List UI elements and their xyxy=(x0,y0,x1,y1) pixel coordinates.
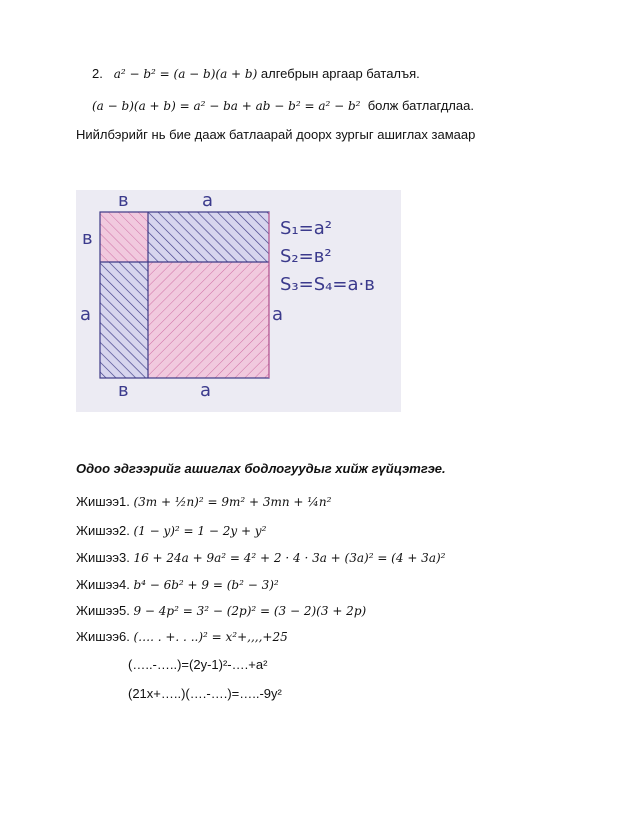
example-2 xyxy=(76,523,266,538)
squares-figure xyxy=(76,190,401,412)
example-1 xyxy=(76,494,331,509)
proof-text: болж батлагдлаа. xyxy=(367,98,474,113)
proof-math: (a − b)(a + b) = a² − ba + ab − b² = a² − b² xyxy=(92,99,361,113)
example-6 xyxy=(76,629,288,644)
example-label: Жишээ3. xyxy=(76,550,130,565)
exercise-line-1: (…..-…..)=(2y-1)²-….+a² xyxy=(128,657,268,672)
example-expr: (…. . +. . ..)² = x²+,,,,+25 xyxy=(133,630,288,644)
formula-s2: S₂=в² xyxy=(280,246,332,267)
intro-text: Нийлбэрийг нь бие дааж батлаарай доорх зургыг ашиглах замаар xyxy=(76,127,476,142)
example-3 xyxy=(76,550,445,565)
section-heading: Одоо эдгээрийг ашиглах бодлогуудыг хийж гүйцэтгэе. xyxy=(76,461,446,476)
example-expr: 9 − 4p² = 3² − (2p)² = (3 − 2)(3 + 2p) xyxy=(133,604,367,618)
figure-svg xyxy=(76,190,401,412)
example-label: Жишээ2. xyxy=(76,523,130,538)
statement-math: a² − b² = (a − b)(a + b) xyxy=(113,67,258,81)
left-label-a: a xyxy=(80,304,92,325)
item-number: 2. xyxy=(92,66,103,81)
formula-s1: S₁=a² xyxy=(280,218,332,239)
example-expr: b⁴ − 6b² + 9 = (b² − 3)² xyxy=(133,578,279,592)
example-4 xyxy=(76,577,279,592)
statement-text: алгебрын аргаар баталъя. xyxy=(260,66,420,81)
top-label-a: a xyxy=(202,190,214,211)
example-label: Жишээ1. xyxy=(76,494,130,509)
example-label: Жишээ6. xyxy=(76,629,130,644)
item2-line xyxy=(92,66,420,81)
left-label-b: в xyxy=(82,228,93,249)
example-label: Жишээ5. xyxy=(76,603,130,618)
exercise-line-2: (21x+…..)(….-….)=…..-9y² xyxy=(128,686,282,701)
example-expr: 16 + 24a + 9a² = 4² + 2 · 4 · 3a + (3a)² = (4 + 3a)² xyxy=(133,551,446,565)
bottom-label-b: в xyxy=(118,380,129,401)
right-label-a: a xyxy=(272,304,284,325)
example-label: Жишээ4. xyxy=(76,577,130,592)
bottom-label-a: a xyxy=(200,380,212,401)
top-label-b: в xyxy=(118,190,129,211)
example-expr: (3m + ½n)² = 9m² + 3mn + ¼n² xyxy=(133,495,332,509)
formula-s3: S₃=S₄=a·в xyxy=(280,274,375,295)
example-expr: (1 − y)² = 1 − 2y + y² xyxy=(133,524,267,538)
proof-line xyxy=(92,98,474,113)
example-5 xyxy=(76,603,366,618)
